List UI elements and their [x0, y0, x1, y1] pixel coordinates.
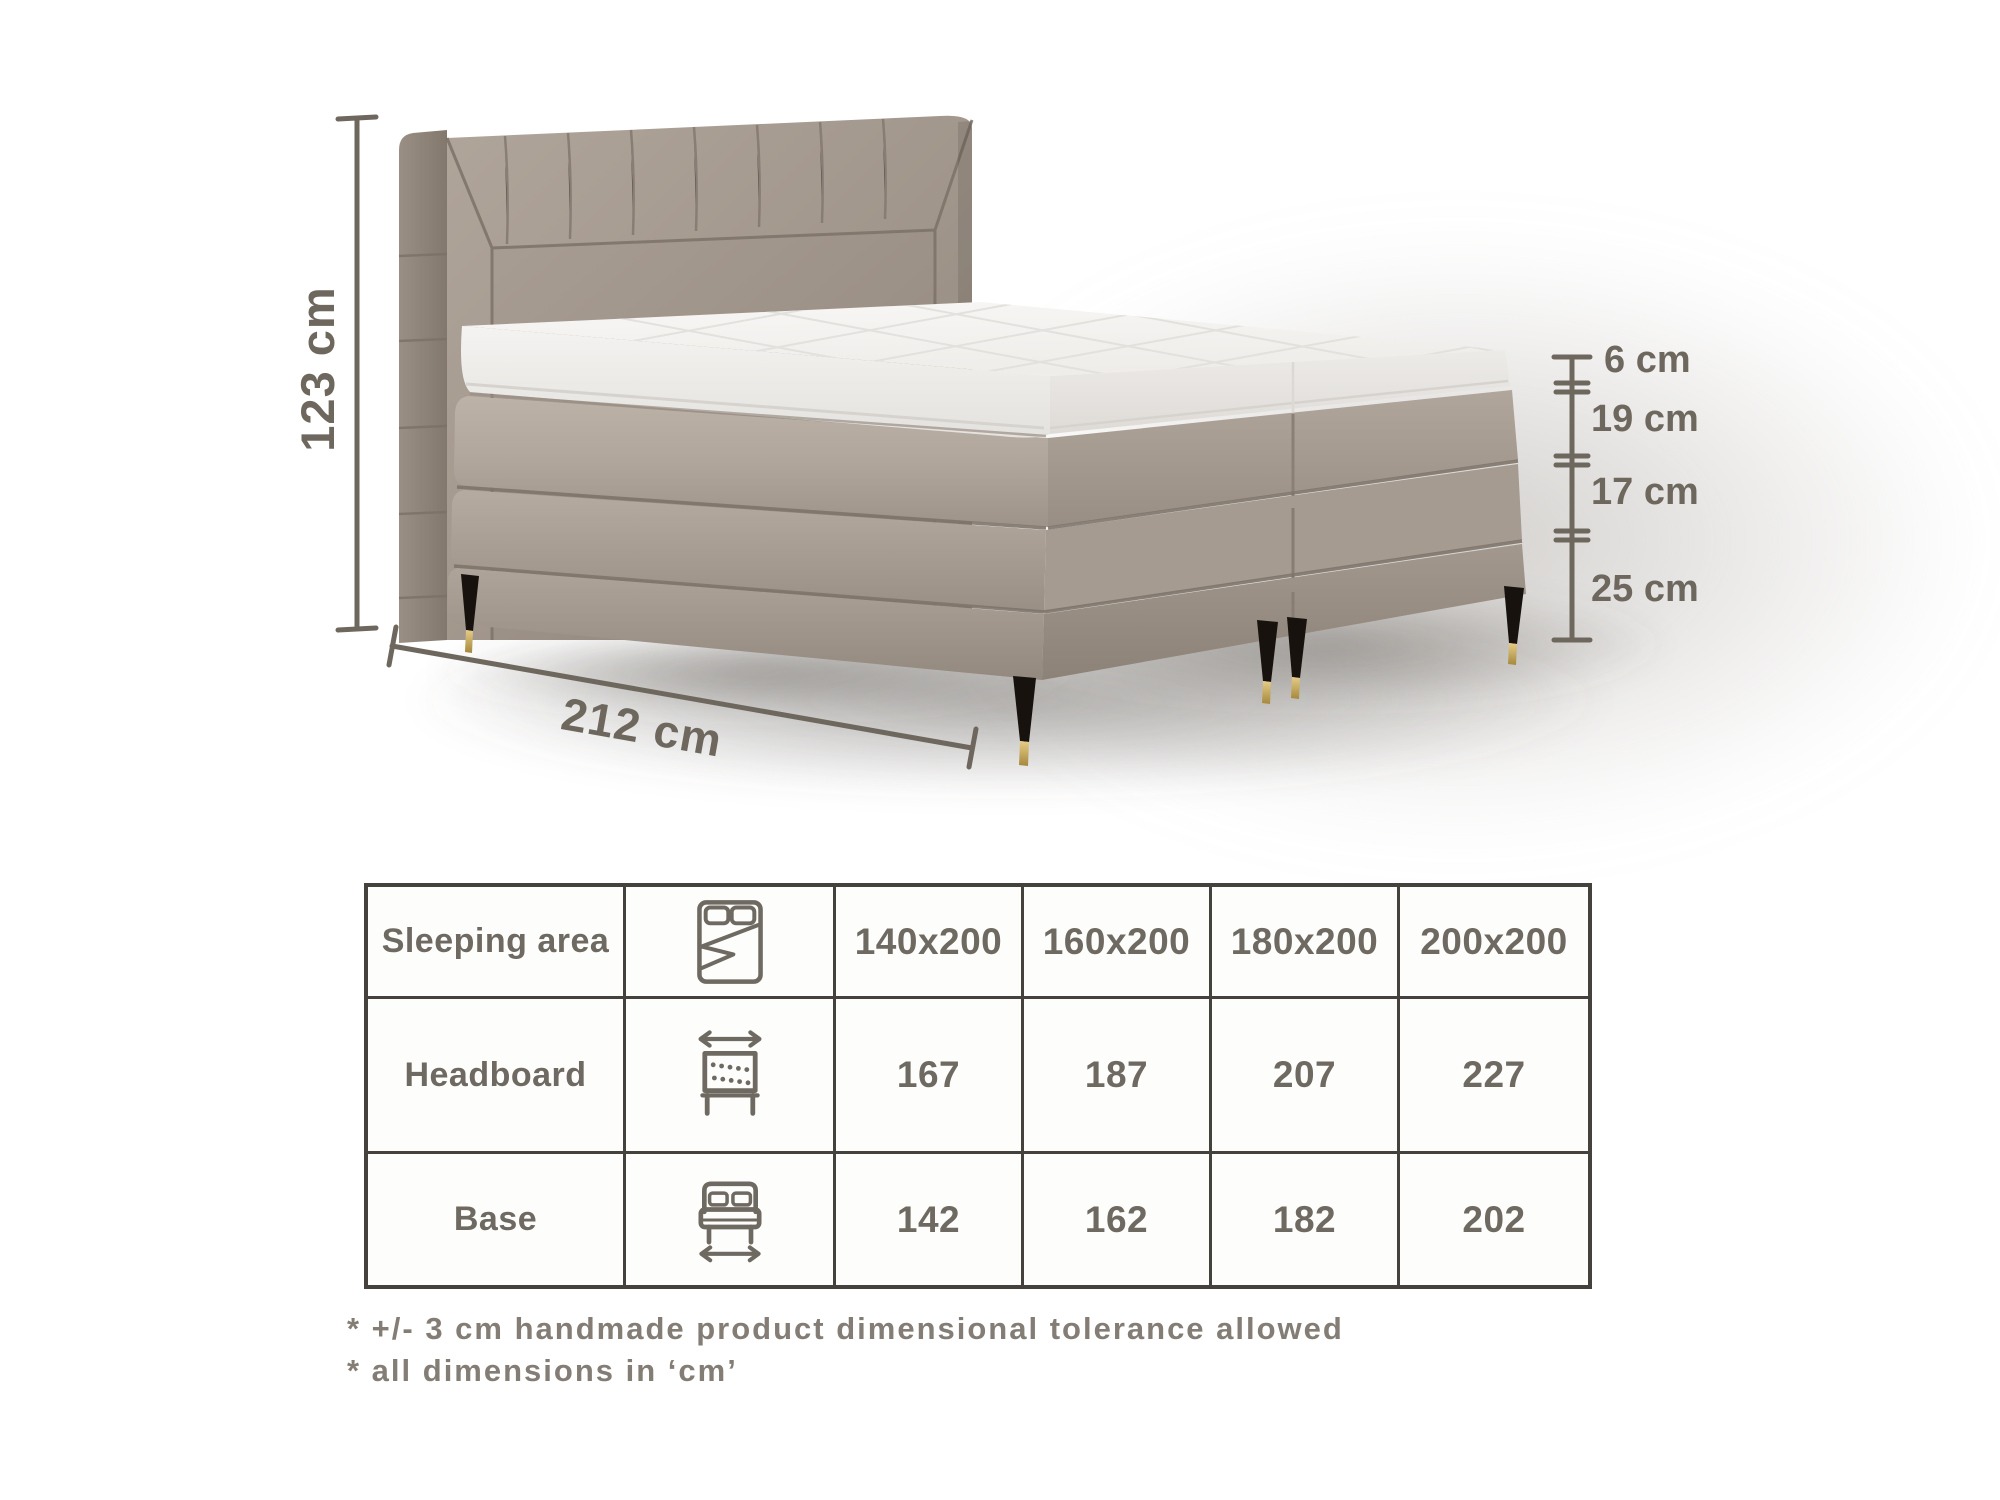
base-width-200: 202 — [1462, 1198, 1526, 1240]
size-header-200x200: 200x200 — [1400, 887, 1588, 999]
size-spec-table — [364, 883, 1592, 1289]
size-header-140x200: 140x200 — [836, 887, 1024, 999]
headboard-width-140: 167 — [836, 999, 1024, 1154]
bed-top-view-icon — [626, 887, 836, 999]
size-header-160x200: 160x200 — [1024, 887, 1212, 999]
height-dimension-label: 123 cm — [291, 286, 344, 452]
base-width-140: 142 — [836, 1154, 1024, 1285]
units-footnote: * all dimensions in ‘cm’ — [347, 1353, 738, 1388]
bed-front-width-icon — [626, 1154, 836, 1285]
size-header-180x200: 180x200 — [1212, 887, 1400, 999]
headboard-width-icon — [626, 999, 836, 1154]
tolerance-footnote: * +/- 3 cm handmade product dimensional tolerance allowed — [347, 1311, 1344, 1346]
row-label-sleeping-area: Sleeping area — [368, 887, 626, 999]
base-width-160: 162 — [1024, 1154, 1212, 1285]
headboard-width-160: 187 — [1024, 999, 1212, 1154]
row-label-headboard: Headboard — [368, 999, 626, 1154]
base-width-180: 182 — [1212, 1154, 1400, 1285]
headboard-width-180: 207 — [1212, 999, 1400, 1154]
middle-layer-height-label: 17 cm — [1591, 471, 1699, 513]
length-dimension-label: 212 cm — [557, 687, 727, 767]
base-height-label: 25 cm — [1591, 568, 1699, 610]
headboard-width-200: 227 — [1400, 999, 1588, 1154]
row-label-base: Base — [368, 1154, 626, 1285]
topper-height-label: 6 cm — [1604, 339, 1691, 381]
mattress-height-label: 19 cm — [1591, 398, 1699, 440]
